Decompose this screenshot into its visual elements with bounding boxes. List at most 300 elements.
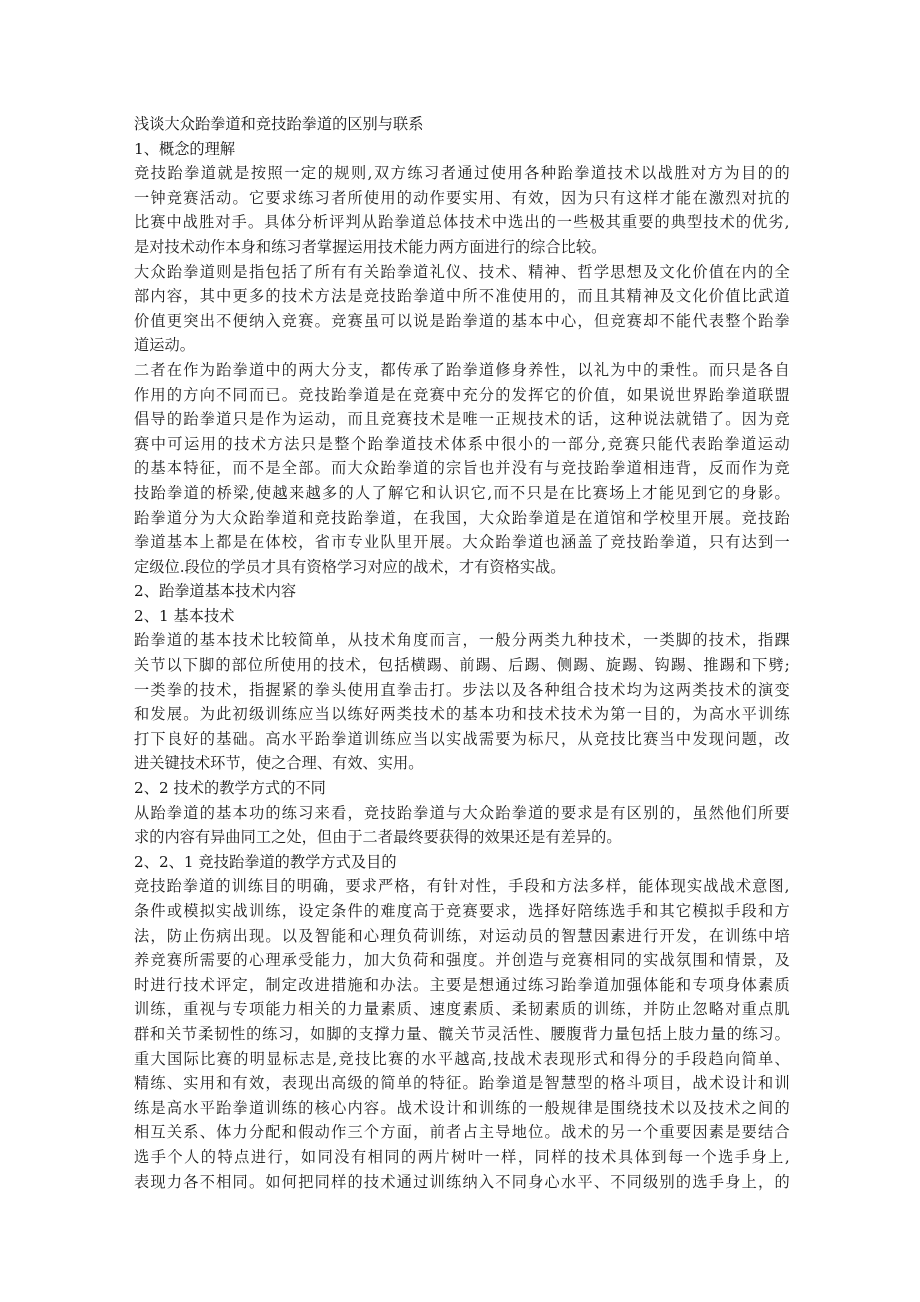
glyph: 在 [725, 262, 741, 281]
glyph: 前 [459, 656, 475, 675]
glyph: 能 [675, 188, 692, 207]
glyph: 能 [657, 434, 673, 453]
glyph: 求 [495, 902, 511, 920]
glyph: 胜 [674, 164, 690, 183]
glyph: 的 [495, 385, 511, 404]
glyph: , [784, 877, 790, 896]
glyph: 标 [528, 729, 544, 748]
glyph: 方 [380, 1123, 396, 1142]
glyph: 技 [314, 385, 330, 404]
paragraph-line [134, 481, 790, 506]
glyph: 一 [626, 1123, 642, 1142]
glyph: 现 [150, 1172, 166, 1191]
glyph: 分 [331, 360, 347, 379]
glyph: 活 [199, 188, 215, 207]
glyph: 它 [470, 483, 487, 502]
glyph: 道 [363, 385, 380, 404]
glyph: 省 [314, 533, 330, 552]
glyph: 拳 [150, 508, 166, 527]
glyph: 的 [593, 1074, 610, 1093]
glyph: 拳 [574, 164, 590, 183]
glyph: 技 [593, 631, 610, 650]
glyph: ， [675, 803, 692, 822]
glyph: 拳 [232, 1098, 248, 1117]
glyph: 道 [216, 410, 232, 429]
glyph: 正 [495, 410, 511, 429]
glyph: 一 [626, 705, 642, 724]
glyph: 技 [493, 1049, 509, 1068]
glyph: 。 [281, 385, 298, 404]
glyph: 当 [314, 705, 330, 724]
glyph: 负 [396, 951, 412, 970]
glyph: 设 [725, 1074, 741, 1093]
glyph: 、 [166, 1074, 183, 1093]
glyph: 其 [610, 287, 626, 306]
glyph: 简 [741, 1049, 757, 1068]
glyph: 、 [199, 1123, 215, 1142]
glyph: 实 [643, 951, 659, 970]
glyph: 通 [457, 164, 473, 183]
glyph: 的 [446, 705, 462, 724]
glyph: 基 [199, 631, 215, 650]
glyph: 练 [495, 1098, 511, 1117]
glyph: 价 [708, 287, 725, 306]
paragraph-line [134, 506, 790, 531]
glyph: 竞 [166, 188, 183, 207]
glyph: 简 [380, 1074, 396, 1093]
glyph: 横 [410, 656, 426, 675]
glyph: 力 [331, 951, 347, 970]
glyph: 术 [429, 705, 445, 724]
glyph: 技 [380, 803, 396, 822]
glyph: ， [361, 656, 377, 675]
glyph: 方 [267, 434, 283, 453]
glyph: 求 [361, 877, 377, 896]
glyph: 的 [217, 434, 233, 453]
glyph: 精 [134, 1074, 150, 1093]
glyph: 拳 [184, 164, 200, 183]
glyph: 打 [134, 729, 150, 748]
glyph: 重 [741, 1000, 757, 1019]
glyph: 和 [626, 508, 642, 527]
glyph: 文 [675, 287, 692, 306]
glyph: 指 [758, 631, 774, 650]
glyph: 。 [446, 680, 462, 699]
glyph: ， [577, 311, 593, 330]
glyph: 型 [687, 213, 703, 232]
glyph: 用 [200, 434, 216, 453]
glyph: 竞 [741, 508, 757, 527]
glyph: 具 [264, 213, 280, 232]
glyph: 指 [248, 262, 265, 281]
glyph: 而 [577, 287, 593, 306]
glyph: 心 [544, 1172, 560, 1191]
glyph: 术 [248, 631, 265, 650]
glyph: 众 [150, 262, 166, 281]
glyph: 用 [380, 188, 396, 207]
glyph: 的 [658, 1049, 675, 1068]
glyph: 识 [454, 483, 470, 502]
glyph: 征 [446, 1074, 462, 1093]
paragraph-line [134, 260, 790, 285]
glyph: 这 [610, 410, 626, 429]
glyph: 训 [429, 1172, 445, 1191]
glyph: 的 [429, 459, 445, 478]
glyph: 训 [265, 705, 281, 724]
glyph: 应 [298, 705, 314, 724]
glyph: 拳 [396, 680, 412, 699]
glyph: 区 [626, 803, 642, 822]
glyph: 及 [659, 287, 675, 306]
paragraph-line [134, 456, 790, 481]
glyph: 拳 [610, 459, 626, 478]
glyph: 的 [544, 803, 560, 822]
glyph: 代 [692, 311, 708, 330]
glyph: 表 [543, 1049, 559, 1068]
glyph: 赛 [592, 483, 608, 502]
glyph: 拳 [511, 803, 527, 822]
glyph: 的 [342, 1024, 358, 1043]
glyph: 项 [708, 975, 725, 994]
glyph: 的 [735, 213, 752, 232]
glyph: 练 [446, 1172, 462, 1191]
glyph: 现 [670, 877, 687, 896]
glyph: 要 [345, 877, 361, 896]
glyph: 平 [298, 729, 314, 748]
glyph: 技 [607, 164, 623, 183]
glyph: 性 [544, 360, 560, 379]
glyph: 有 [511, 188, 527, 207]
glyph: 水 [183, 1098, 199, 1117]
glyph: 员 [528, 926, 544, 945]
paragraph-line [134, 997, 790, 1022]
glyph: 术 [250, 434, 267, 453]
glyph: 动 [774, 434, 790, 453]
glyph: 量 [710, 1024, 726, 1043]
glyph: 情 [725, 951, 741, 970]
glyph: 拟 [708, 902, 725, 920]
paragraph-line [134, 309, 790, 334]
glyph: 判 [345, 213, 361, 232]
glyph: 包 [630, 1024, 646, 1043]
glyph: 拳 [724, 434, 740, 453]
glyph: 思 [610, 262, 626, 281]
glyph: ， [491, 877, 508, 896]
glyph: ， [265, 1074, 281, 1093]
glyph: 只 [708, 533, 725, 552]
glyph: 跆 [331, 385, 347, 404]
glyph: 道 [528, 533, 544, 552]
glyph: 但 [593, 311, 610, 330]
glyph: 的 [534, 434, 550, 453]
glyph: 中 [265, 360, 281, 379]
glyph: 表 [708, 311, 725, 330]
glyph: 认 [437, 483, 453, 502]
glyph: 心 [248, 951, 265, 970]
glyph: 战 [703, 877, 719, 896]
glyph: 了 [708, 410, 725, 429]
glyph: 跆 [347, 508, 363, 527]
glyph: 而 [232, 459, 248, 478]
glyph: 般 [495, 631, 511, 650]
glyph: 竞 [150, 951, 166, 970]
glyph: 技 [584, 1147, 600, 1166]
glyph: 。 [380, 1098, 396, 1117]
glyph: 解 [388, 483, 404, 502]
glyph: 运 [757, 434, 774, 453]
glyph: 与 [216, 1000, 232, 1019]
glyph: 如 [265, 1172, 281, 1191]
paragraph-line [134, 161, 790, 186]
glyph: 道 [528, 803, 544, 822]
glyph: 赛 [347, 311, 363, 330]
glyph: 跆 [367, 434, 383, 453]
glyph: 关 [314, 1000, 330, 1019]
glyph: 的 [199, 729, 215, 748]
glyph: 跆 [314, 729, 330, 748]
glyph: 里 [675, 508, 692, 527]
glyph: 样 [643, 188, 659, 207]
glyph: 踢 [621, 656, 638, 675]
glyph: 世 [675, 385, 692, 404]
glyph: 练 [281, 803, 298, 822]
glyph: 防 [659, 1000, 675, 1019]
glyph: 养 [134, 951, 150, 970]
glyph: 强 [446, 951, 462, 970]
glyph: 跆 [134, 631, 150, 650]
glyph: 或 [166, 902, 183, 920]
glyph: 围 [610, 1098, 626, 1117]
glyph: 赛 [429, 385, 445, 404]
glyph: 样 [551, 1147, 567, 1166]
glyph: 在 [396, 385, 412, 404]
glyph: 能 [675, 311, 692, 330]
glyph: 景 [741, 951, 757, 970]
glyph: 大 [150, 1049, 166, 1068]
glyph: 当 [659, 729, 675, 748]
glyph: 心 [331, 1098, 347, 1117]
glyph: 全 [774, 262, 790, 281]
glyph: 整 [334, 434, 350, 453]
glyph: 合 [577, 680, 593, 699]
paragraph-line [134, 899, 790, 924]
glyph: 道 [593, 975, 610, 994]
glyph: 斗 [626, 1074, 642, 1093]
glyph: 髋 [438, 1024, 454, 1043]
glyph: 同 [317, 1147, 333, 1166]
glyph: 定 [300, 164, 317, 183]
glyph: 的 [183, 680, 199, 699]
glyph: 挥 [528, 385, 544, 404]
glyph: 秉 [659, 360, 675, 379]
glyph: 评 [216, 975, 232, 994]
glyph: 它 [675, 902, 692, 920]
glyph: 。 [183, 705, 199, 724]
glyph: 韧 [528, 1000, 544, 1019]
glyph: 力 [232, 1123, 248, 1142]
glyph: 类 [150, 680, 166, 699]
glyph: 术 [725, 631, 741, 650]
glyph: 的 [593, 1123, 610, 1142]
glyph: 假 [298, 1123, 314, 1142]
glyph: 体 [265, 533, 281, 552]
glyph: 训 [593, 1000, 610, 1019]
glyph: 的 [363, 902, 380, 920]
glyph: 道 [626, 459, 642, 478]
glyph: 有 [232, 1074, 248, 1093]
glyph: 类 [396, 705, 412, 724]
glyph: , [601, 434, 607, 453]
glyph: 烈 [725, 188, 741, 207]
glyph: 荷 [413, 951, 429, 970]
paragraph-line: 是对技术动作本身和练习者掌握运用技术能力两方面进行的综合比较。 [134, 237, 607, 256]
glyph: 种 [577, 631, 593, 650]
glyph: 踢 [719, 656, 735, 675]
glyph: 通 [495, 975, 511, 994]
glyph: 求 [281, 188, 298, 207]
glyph: 术 [526, 1049, 542, 1068]
glyph: 性 [675, 360, 692, 379]
glyph: 道 [183, 483, 199, 502]
glyph: 规 [334, 164, 350, 183]
glyph: 动 [216, 188, 232, 207]
glyph: 手 [734, 1147, 750, 1166]
glyph: 水 [725, 705, 741, 724]
glyph: 选 [528, 902, 544, 920]
glyph: 练 [262, 1024, 278, 1043]
glyph: 量 [614, 1024, 630, 1043]
glyph: 握 [265, 680, 281, 699]
glyph: 术 [199, 975, 215, 994]
glyph: 一 [551, 434, 567, 453]
glyph: 道 [199, 877, 215, 896]
glyph: 战 [719, 877, 735, 896]
glyph: 不 [510, 483, 526, 502]
glyph: 习 [298, 803, 314, 822]
glyph: 其 [659, 902, 675, 920]
glyph: 良 [166, 729, 183, 748]
glyph: 道 [200, 164, 216, 183]
glyph: 同 [384, 1147, 400, 1166]
glyph: 素 [708, 1123, 725, 1142]
glyph: 志 [299, 1049, 315, 1068]
glyph: 负 [396, 926, 412, 945]
glyph: 素 [380, 1000, 396, 1019]
glyph: 比 [371, 1049, 387, 1068]
glyph: 战 [692, 1074, 708, 1093]
paragraph-line [134, 407, 790, 432]
glyph: 析 [312, 213, 329, 232]
glyph: 各 [183, 1172, 199, 1191]
glyph: 样 [605, 877, 621, 896]
glyph: 踢 [426, 656, 443, 675]
glyph: 用 [150, 385, 166, 404]
glyph: 各 [528, 680, 544, 699]
glyph: 、 [495, 1000, 511, 1019]
glyph: 通 [396, 1172, 412, 1191]
glyph: 就 [675, 410, 692, 429]
glyph: 际 [183, 1049, 199, 1068]
glyph: 效 [528, 188, 544, 207]
glyph: 以 [281, 926, 298, 945]
glyph: 跆 [560, 975, 577, 994]
glyph: 度 [446, 1000, 462, 1019]
glyph: , [249, 483, 255, 502]
glyph: 一 [528, 1098, 544, 1117]
glyph: 个 [350, 434, 367, 453]
glyph: 定 [281, 975, 298, 994]
glyph: 拳 [394, 213, 410, 232]
glyph: 指 [248, 680, 265, 699]
glyph: 赛 [166, 951, 183, 970]
glyph: 话 [577, 410, 593, 429]
glyph: 要 [478, 902, 495, 920]
glyph: 严 [377, 877, 394, 896]
glyph: 内 [150, 287, 166, 306]
glyph: 级 [643, 1172, 659, 1191]
glyph: 、 [540, 656, 556, 675]
glyph: 的 [511, 1098, 527, 1117]
glyph: 好 [560, 902, 577, 920]
glyph: 身 [511, 360, 527, 379]
glyph: 与 [544, 459, 560, 478]
glyph: 比 [134, 213, 150, 232]
glyph: 竞 [560, 951, 577, 970]
glyph: 速 [429, 1000, 445, 1019]
glyph: 拳 [331, 729, 347, 748]
glyph: 叶 [467, 1147, 483, 1166]
glyph: 。 [446, 533, 462, 552]
glyph: 脚 [675, 631, 692, 650]
glyph: 习 [544, 975, 560, 994]
glyph: 的 [347, 1172, 363, 1191]
glyph: 格 [610, 1074, 626, 1093]
glyph: 越 [272, 483, 288, 502]
glyph: 一 [556, 213, 573, 232]
glyph: 竞 [380, 410, 396, 429]
glyph: 两 [675, 680, 692, 699]
glyph: 法 [478, 680, 495, 699]
glyph: 道 [410, 213, 426, 232]
glyph: 高 [708, 705, 725, 724]
glyph: 要 [774, 803, 790, 822]
glyph: 练 [774, 705, 790, 724]
glyph: 练 [347, 705, 363, 724]
glyph: 中 [446, 287, 462, 306]
glyph: 以 [331, 705, 347, 724]
glyph: 不 [216, 385, 232, 404]
glyph: 同 [232, 385, 248, 404]
glyph: 使 [490, 164, 507, 183]
glyph: 以 [429, 729, 445, 748]
glyph: 导 [150, 410, 166, 429]
glyph: 伤 [199, 926, 215, 945]
glyph: 略 [708, 1000, 725, 1019]
glyph: 模 [692, 902, 708, 920]
glyph: 击 [413, 680, 429, 699]
glyph: 入 [265, 311, 281, 330]
glyph: 激 [708, 188, 725, 207]
glyph: 从 [134, 803, 150, 822]
glyph: 水 [421, 1049, 437, 1068]
glyph: 趋 [708, 1049, 724, 1068]
glyph: 突 [183, 311, 199, 330]
glyph: 用 [528, 287, 544, 306]
glyph: 。 [774, 1024, 790, 1043]
glyph: 竞 [331, 311, 347, 330]
glyph: , [784, 1147, 790, 1166]
glyph: 配 [265, 1123, 281, 1142]
